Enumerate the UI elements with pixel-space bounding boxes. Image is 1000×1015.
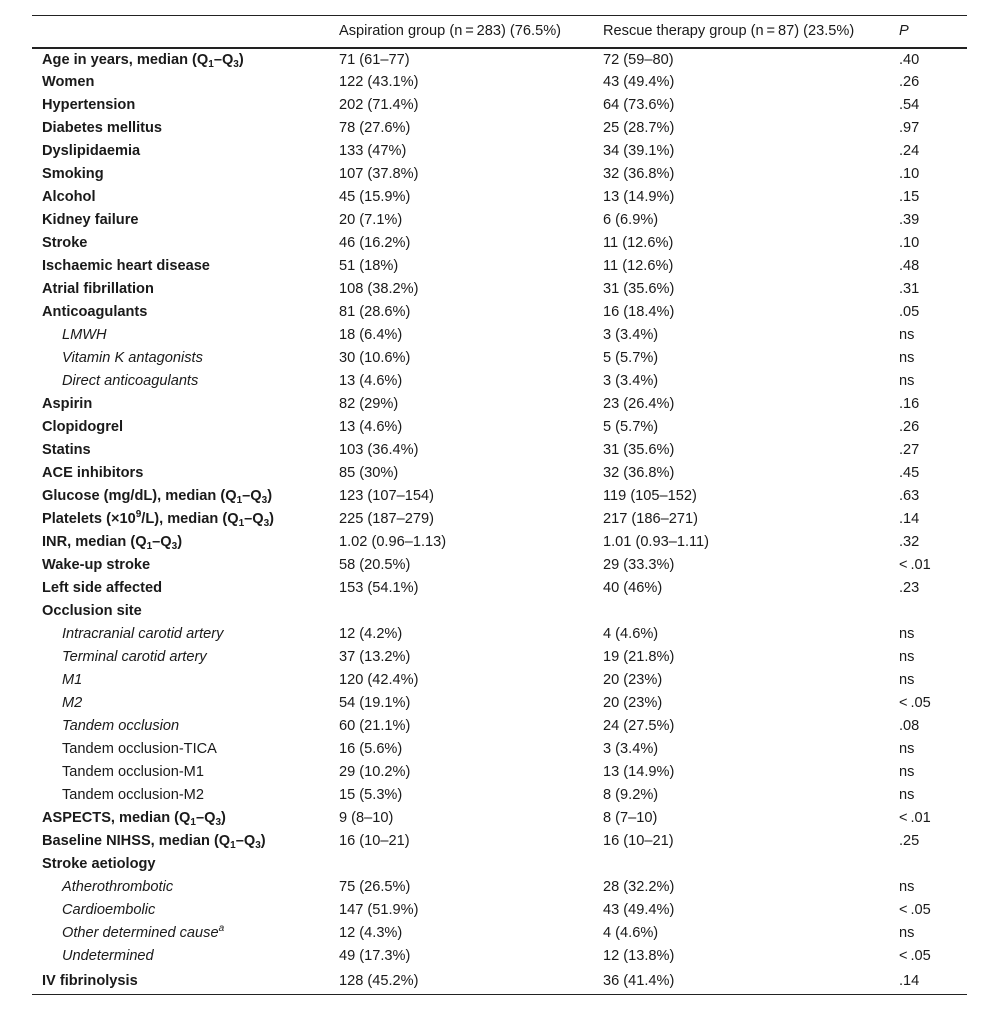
row-label [32, 669, 329, 692]
row-label [32, 117, 329, 140]
cell-rescue-therapy-group: 19 (21.8%) [603, 649, 675, 665]
table-row [32, 117, 967, 140]
cell-p-value: .23 [899, 580, 920, 596]
cell-aspiration-group: 75 (26.5%) [339, 879, 411, 895]
cell-aspiration-group: 51 (18%) [339, 258, 399, 274]
cell-rescue-therapy-group: 4 (4.6%) [603, 626, 659, 642]
cell-aspiration-group: 60 (21.1%) [339, 718, 411, 734]
table-row [32, 531, 967, 554]
cell-aspiration-group [329, 600, 593, 623]
subscript: 3 [215, 817, 221, 828]
cell-rescue-therapy-group: 23 (26.4%) [603, 396, 675, 412]
cell-p-value: .16 [899, 396, 920, 412]
subscript: 3 [263, 518, 270, 529]
cell-rescue-therapy-group: 11 (12.6%) [603, 258, 674, 274]
row-label [32, 554, 329, 577]
cell-aspiration-group [329, 853, 593, 876]
cell-rescue-therapy-group: 31 (35.6%) [603, 442, 675, 458]
table-row [32, 278, 967, 301]
cell-p-value: .31 [899, 281, 920, 297]
table-row [32, 715, 967, 738]
label-text: Dyslipidaemia [42, 143, 141, 159]
row-label [32, 255, 329, 278]
row-label [32, 71, 329, 94]
table-row [32, 899, 967, 922]
cell-p-value: .15 [899, 189, 920, 205]
cell-aspiration-group: 18 (6.4%) [339, 327, 403, 343]
cell-rescue-therapy-group: 11 (12.6%) [603, 235, 674, 251]
label-text: Other determined cause [62, 925, 219, 941]
table-row [32, 646, 967, 669]
table-row [32, 623, 967, 646]
cell-rescue-therapy-group: 40 (46%) [603, 580, 663, 596]
cell-aspiration-group: 54 (19.1%) [339, 695, 411, 711]
cell-rescue-therapy-group: 72 (59–80) [603, 51, 674, 68]
label-text: /L), median (Q [141, 511, 239, 527]
row-label [32, 623, 329, 646]
label-text: INR, median (Q [42, 534, 147, 550]
subscript: 1 [208, 58, 214, 70]
label-text: ) [260, 833, 266, 849]
cell-p-value: ns [899, 741, 915, 757]
cell-rescue-therapy-group: 8 (7–10) [603, 810, 658, 826]
table-row [32, 370, 967, 393]
cell-aspiration-group: 225 (187–279) [339, 511, 434, 527]
table-row [32, 830, 967, 853]
cell-p-value: .63 [899, 488, 920, 504]
cell-p-value: .10 [899, 235, 920, 251]
label-text: ) [238, 51, 244, 68]
cell-rescue-therapy-group: 13 (14.9%) [603, 764, 675, 780]
header-cell-variable [32, 16, 329, 48]
cell-aspiration-group: 1.02 (0.96–1.13) [339, 534, 447, 550]
table-row [32, 554, 967, 577]
cell-rescue-therapy-group: 31 (35.6%) [603, 281, 675, 297]
table-row [32, 347, 967, 370]
cell-rescue-therapy-group: 32 (36.8%) [603, 465, 675, 481]
cell-p-value [889, 600, 967, 623]
row-label [32, 531, 329, 554]
label-text: Atherothrombotic [62, 879, 174, 895]
cell-rescue-therapy-group: 64 (73.6%) [603, 97, 675, 113]
table-row [32, 393, 967, 416]
table-row [32, 669, 967, 692]
cell-p-value: < .01 [899, 810, 931, 826]
label-text: Stroke aetiology [42, 856, 156, 872]
superscript: a [218, 923, 225, 934]
label-text: LMWH [62, 327, 107, 343]
cell-rescue-therapy-group: 20 (23%) [603, 672, 663, 688]
cell-p-value: ns [899, 626, 915, 642]
cell-aspiration-group: 133 (47%) [339, 143, 407, 159]
cell-p-value: ns [899, 327, 915, 343]
cell-rescue-therapy-group: 3 (3.4%) [603, 327, 659, 343]
cell-rescue-therapy-group: 3 (3.4%) [603, 373, 659, 389]
table-row [32, 324, 967, 347]
table-row [32, 255, 967, 278]
cell-p-value: ns [899, 672, 915, 688]
row-label [32, 301, 329, 324]
table-row [32, 807, 967, 830]
cell-aspiration-group: 81 (28.6%) [339, 304, 411, 320]
cell-p-value: ns [899, 879, 915, 895]
cell-rescue-therapy-group: 16 (18.4%) [603, 304, 675, 320]
table-row [32, 784, 967, 807]
row-label [32, 876, 329, 899]
row-label [32, 278, 329, 301]
header-cell-rescue-therapy-group: Rescue therapy group (n = 87) (23.5%) [593, 16, 889, 48]
cell-rescue-therapy-group: 43 (49.4%) [603, 902, 675, 918]
subscript: 1 [146, 541, 153, 552]
table-row [32, 738, 967, 761]
label-text: Occlusion site [42, 603, 142, 619]
cell-aspiration-group: 78 (27.6%) [339, 120, 411, 136]
cell-p-value: .14 [889, 968, 967, 995]
cell-p-value: .24 [899, 143, 920, 159]
cell-aspiration-group: 45 (15.9%) [339, 189, 411, 205]
row-label [32, 48, 329, 71]
row-label [32, 324, 329, 347]
row-label [32, 945, 329, 968]
cell-aspiration-group: 15 (5.3%) [339, 787, 403, 803]
cell-rescue-therapy-group: 32 (36.8%) [603, 166, 675, 182]
cell-rescue-therapy-group [593, 600, 889, 623]
label-text: Tandem occlusion-M2 [62, 787, 204, 803]
table-row [32, 922, 967, 945]
label-text: Atrial fibrillation [42, 281, 154, 297]
cell-rescue-therapy-group: 5 (5.7%) [603, 350, 659, 366]
label-text: ) [221, 810, 226, 826]
label-text: Tandem occlusion-M1 [62, 764, 204, 780]
cell-aspiration-group: 20 (7.1%) [339, 212, 403, 228]
label-text: Alcohol [42, 189, 96, 205]
row-label [32, 485, 329, 508]
row-label [32, 462, 329, 485]
label-text: ACE inhibitors [42, 465, 144, 481]
row-label [32, 209, 329, 232]
header-cell-p-value: P [889, 16, 967, 48]
cell-p-value: .40 [899, 51, 920, 68]
cell-p-value: .14 [899, 511, 920, 527]
table-row [32, 508, 967, 531]
cell-aspiration-group: 12 (4.2%) [339, 626, 403, 642]
label-text: –Q [235, 833, 256, 849]
row-label [32, 784, 329, 807]
subscript: 1 [230, 840, 236, 851]
label-text: Smoking [42, 166, 104, 182]
label-text: Left side affected [42, 580, 163, 596]
cell-aspiration-group: 153 (54.1%) [339, 580, 419, 596]
label-text: Statins [42, 442, 91, 458]
label-text: Cardioembolic [62, 902, 156, 918]
label-text: Platelets (×10 [42, 511, 136, 527]
label-text: Tandem occlusion [62, 718, 180, 734]
cell-rescue-therapy-group: 12 (13.8%) [603, 948, 675, 964]
cell-rescue-therapy-group: 16 (10–21) [603, 833, 674, 849]
table-row [32, 232, 967, 255]
label-text: –Q [213, 51, 234, 68]
cell-aspiration-group: 82 (29%) [339, 396, 399, 412]
cell-rescue-therapy-group: 6 (6.9%) [603, 212, 659, 228]
cell-rescue-therapy-group: 3 (3.4%) [603, 741, 659, 757]
row-label [32, 186, 329, 209]
subscript: 3 [171, 541, 178, 552]
subscript: 1 [238, 518, 245, 529]
label-text: Terminal carotid artery [62, 649, 207, 665]
label-text: ASPECTS, median (Q [42, 810, 191, 826]
label-text: Direct anticoagulants [62, 373, 199, 389]
table-row [32, 968, 967, 995]
table-row [32, 692, 967, 715]
cell-rescue-therapy-group: 36 (41.4%) [593, 968, 889, 995]
label-text: IV fibrinolysis [42, 972, 138, 989]
header-cell-aspiration-group: Aspiration group (n = 283) (76.5%) [329, 16, 593, 48]
label-text: –Q [242, 488, 262, 504]
table-row [32, 186, 967, 209]
label-text: Stroke [42, 235, 88, 251]
subscript: 3 [233, 58, 239, 70]
row-label [32, 416, 329, 439]
cell-p-value: ns [899, 925, 915, 941]
label-text: ) [267, 488, 273, 504]
cell-p-value: .10 [899, 166, 920, 182]
cell-aspiration-group: 12 (4.3%) [339, 925, 403, 941]
table-row [32, 761, 967, 784]
cell-rescue-therapy-group: 1.01 (0.93–1.11) [603, 534, 710, 550]
cell-aspiration-group: 9 (8–10) [339, 810, 394, 826]
row-label [32, 761, 329, 784]
cell-p-value: < .05 [899, 902, 931, 918]
cell-aspiration-group: 71 (61–77) [339, 51, 410, 68]
cell-rescue-therapy-group: 43 (49.4%) [603, 74, 675, 90]
table-body [32, 48, 967, 995]
table-row [32, 140, 967, 163]
row-label [32, 738, 329, 761]
cell-p-value: ns [899, 373, 915, 389]
table-row [32, 945, 967, 968]
table-row [32, 94, 967, 117]
cell-aspiration-group: 147 (51.9%) [339, 902, 419, 918]
cell-p-value: .26 [899, 419, 920, 435]
table-row [32, 209, 967, 232]
cell-rescue-therapy-group: 13 (14.9%) [603, 189, 675, 205]
cell-p-value: .08 [899, 718, 920, 734]
cell-aspiration-group: 120 (42.4%) [339, 672, 419, 688]
table-row [32, 416, 967, 439]
label-text: M1 [62, 672, 83, 688]
label-text: –Q [244, 511, 264, 527]
cell-aspiration-group: 108 (38.2%) [339, 281, 419, 297]
label-text: Anticoagulants [42, 304, 148, 320]
cell-rescue-therapy-group: 217 (186–271) [603, 511, 698, 527]
cell-aspiration-group: 16 (5.6%) [339, 741, 403, 757]
table-row [32, 71, 967, 94]
cell-aspiration-group: 202 (71.4%) [339, 97, 419, 113]
cell-rescue-therapy-group: 25 (28.7%) [603, 120, 675, 136]
label-text: Clopidogrel [42, 419, 124, 435]
cell-aspiration-group: 16 (10–21) [339, 833, 410, 849]
cell-aspiration-group: 122 (43.1%) [339, 74, 419, 90]
table-row [32, 485, 967, 508]
cell-aspiration-group: 30 (10.6%) [339, 350, 411, 366]
label-text: Women [42, 74, 95, 90]
table-row [32, 600, 967, 623]
label-text: M2 [62, 695, 83, 711]
cell-rescue-therapy-group: 34 (39.1%) [603, 143, 675, 159]
cell-rescue-therapy-group [593, 853, 889, 876]
label-text: Intracranial carotid artery [62, 626, 224, 642]
row-label [32, 163, 329, 186]
cell-aspiration-group: 103 (36.4%) [339, 442, 419, 458]
label-text: Undetermined [62, 948, 154, 964]
label-text: Age in years, median (Q [42, 51, 209, 68]
row-label [32, 692, 329, 715]
row-label [32, 370, 329, 393]
label-text: Aspirin [42, 396, 93, 412]
cell-p-value: .32 [899, 534, 920, 550]
cell-aspiration-group: 13 (4.6%) [339, 419, 403, 435]
table-row [32, 48, 967, 71]
row-label [32, 715, 329, 738]
cell-aspiration-group: 13 (4.6%) [339, 373, 403, 389]
cell-p-value: .48 [899, 258, 920, 274]
table-row [32, 853, 967, 876]
cell-p-value: .27 [899, 442, 920, 458]
row-label [32, 922, 329, 945]
row-label [32, 508, 329, 531]
label-text: –Q [195, 810, 216, 826]
label-text: Ischaemic heart disease [42, 258, 210, 274]
cell-aspiration-group: 49 (17.3%) [339, 948, 411, 964]
row-label [32, 393, 329, 416]
row-label [32, 439, 329, 462]
table-row [32, 462, 967, 485]
superscript: 9 [135, 509, 142, 520]
row-label [32, 140, 329, 163]
cell-p-value: ns [899, 649, 915, 665]
subscript: 3 [255, 840, 261, 851]
cell-p-value: .05 [899, 304, 920, 320]
cell-p-value: .39 [899, 212, 920, 228]
cell-aspiration-group: 58 (20.5%) [339, 557, 411, 573]
cell-aspiration-group: 46 (16.2%) [339, 235, 411, 251]
subscript: 3 [261, 495, 268, 506]
row-label [32, 577, 329, 600]
row-label [32, 94, 329, 117]
cell-p-value: < .05 [899, 695, 931, 711]
row-label [32, 830, 329, 853]
header-row [32, 16, 967, 48]
cell-rescue-therapy-group: 119 (105–152) [603, 488, 697, 504]
cell-rescue-therapy-group: 28 (32.2%) [603, 879, 675, 895]
cell-p-value: ns [899, 350, 915, 366]
table-row [32, 876, 967, 899]
table-row [32, 163, 967, 186]
cell-aspiration-group: 85 (30%) [339, 465, 399, 481]
row-label [32, 899, 329, 922]
cell-p-value: ns [899, 764, 915, 780]
cell-p-value: .26 [899, 74, 920, 90]
label-text: Glucose (mg/dL), median (Q [42, 488, 237, 504]
label-text: Tandem occlusion-TICA [62, 741, 217, 757]
cell-aspiration-group: 37 (13.2%) [339, 649, 411, 665]
cell-aspiration-group: 123 (107–154) [339, 488, 434, 504]
baseline-characteristics-table [32, 15, 967, 995]
row-label [32, 968, 329, 995]
row-label [32, 807, 329, 830]
cell-aspiration-group: 107 (37.8%) [339, 166, 419, 182]
cell-rescue-therapy-group: 8 (9.2%) [603, 787, 659, 803]
row-label [32, 232, 329, 255]
table-row [32, 301, 967, 324]
cell-aspiration-group: 29 (10.2%) [339, 764, 411, 780]
cell-p-value [889, 853, 967, 876]
cell-rescue-therapy-group: 4 (4.6%) [603, 925, 659, 941]
label-text: ) [269, 511, 275, 527]
cell-p-value: < .05 [899, 948, 931, 964]
subscript: 1 [236, 495, 243, 506]
label-text: –Q [152, 534, 172, 550]
label-text: ) [177, 534, 183, 550]
cell-rescue-therapy-group: 5 (5.7%) [603, 419, 659, 435]
cell-p-value: .45 [899, 465, 920, 481]
cell-rescue-therapy-group: 20 (23%) [603, 695, 663, 711]
label-text: Diabetes mellitus [42, 120, 163, 136]
table-row [32, 439, 967, 462]
label-text: Kidney failure [42, 212, 139, 228]
cell-rescue-therapy-group: 29 (33.3%) [603, 557, 675, 573]
subscript: 1 [190, 817, 196, 828]
label-text: Baseline NIHSS, median (Q [42, 833, 231, 849]
row-label [32, 646, 329, 669]
table-row [32, 577, 967, 600]
cell-aspiration-group: 128 (45.2%) [329, 968, 593, 995]
row-label [32, 853, 329, 876]
cell-rescue-therapy-group: 24 (27.5%) [603, 718, 675, 734]
label-text: Wake-up stroke [42, 557, 151, 573]
label-text: Vitamin K antagonists [62, 350, 203, 366]
row-label [32, 600, 329, 623]
cell-p-value: < .01 [899, 557, 931, 573]
label-text: Hypertension [42, 97, 136, 113]
cell-p-value: ns [899, 787, 915, 803]
cell-p-value: .97 [899, 120, 920, 136]
cell-p-value: .54 [899, 97, 920, 113]
cell-p-value: .25 [899, 833, 920, 849]
row-label [32, 347, 329, 370]
